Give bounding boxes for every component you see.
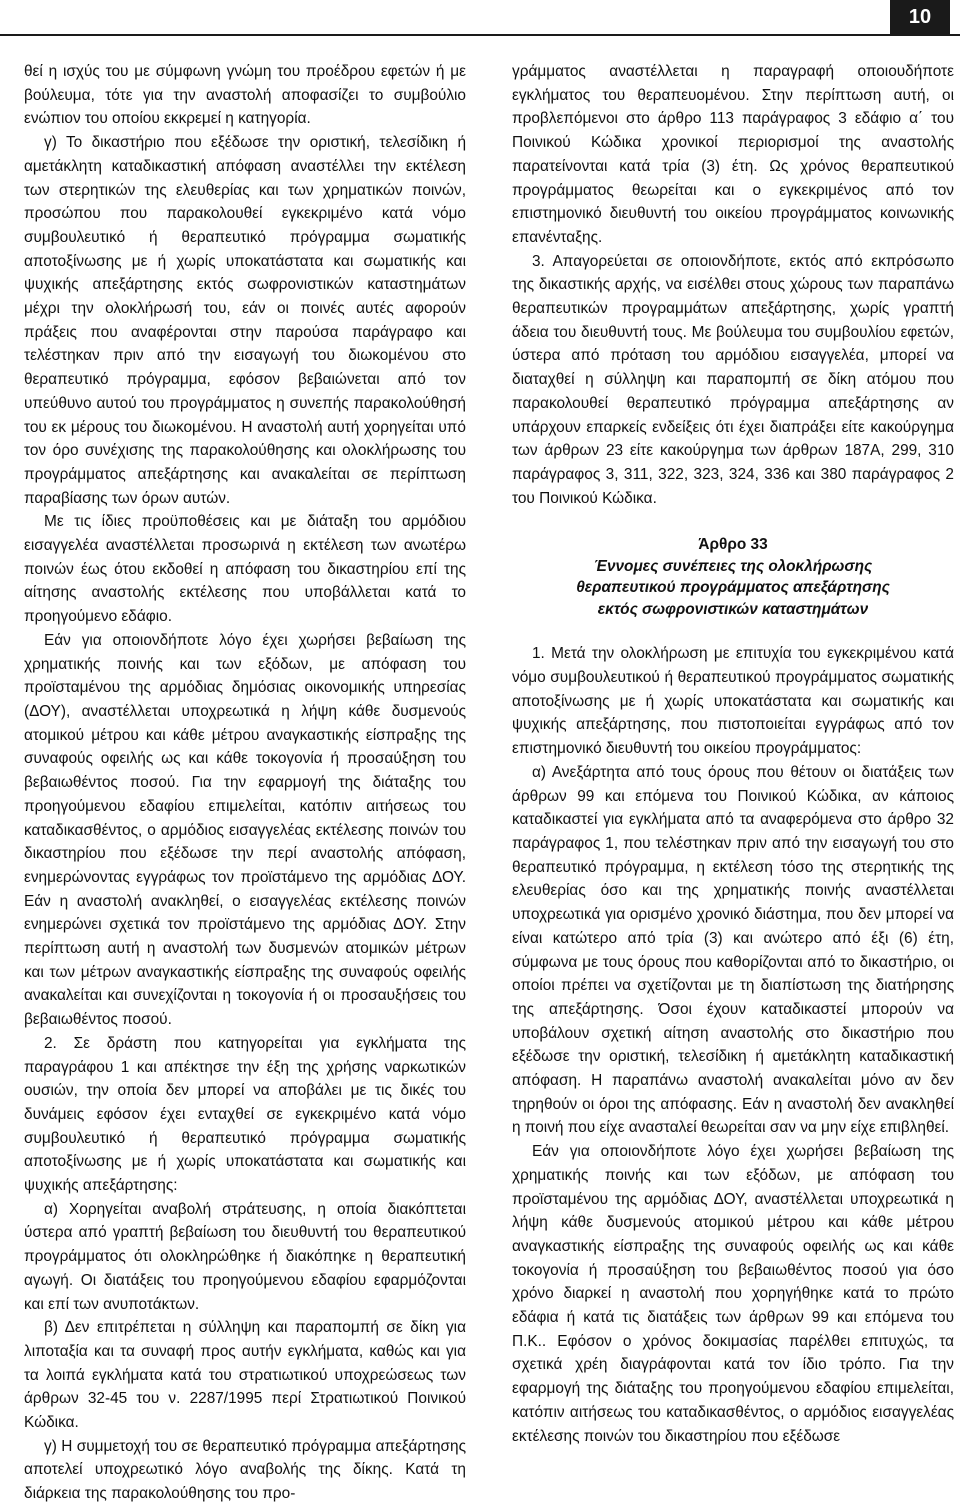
paragraph: Με τις ίδιες προϋποθέσεις και με διάταξη του αρμόδιου εισαγγελέα αναστέλλεται προσωρινά η εκτέλεση των ανωτέρω ποινών έως ότου εκδοθεί η απόφαση του δικαστηρίου επί της αίτησης αναστολής εκτέλεσης που υποβάλλεται κατά το προηγούμενο εδάφιο. xyxy=(24,513,466,626)
right-column xyxy=(512,60,954,1448)
article-subtitle-line: θεραπευτικού προγράμματος απεξάρτησης xyxy=(576,579,890,597)
paragraph: γράμματος αναστέλλεται η παραγραφή οποιουδήποτε εγκλήματος του θεραπευομένου. Στην περίπτωση αυτή, οι προβλεπόμενοι στο άρθρο 113 παράγραφος 3 εδάφιο α΄ του Ποινικού Κώδικα χρονικοί περιορισμοί της αναστολής παρατείνονται κατά τρία (3) έτη. Ως χρόνος θεραπευτικού προγράμματος θεωρείται και ο εγκεκριμένος από τον επιστημονικό διευθυντή του οικείου προγράμματος κοινωνικής επανένταξης. xyxy=(512,63,954,246)
article-heading xyxy=(512,534,954,620)
article-subtitle-line: Έννομες συνέπειες της ολοκλήρωσης xyxy=(593,557,873,575)
paragraph: Εάν για οποιονδήποτε λόγο έχει χωρήσει βεβαίωση της χρηματικής ποινής και των εξόδων, με απόφαση του προϊσταμένου της αρμόδιας ΔΟΥ, αναστέλλεται υποχρεωτικά η λήψη κάθε δυσμενούς ατομικού μέτρου και κάθε μέτρου αναγκαστικής είσπραξης της συναφούς οφειλής ως και κάθε τοκογονία ή προσαύξηση του βεβαιωθέντος ποσού για όσο χρόνο διαρκεί η αναστολή που χορηγήθηκε κατά το πρώτο εδάφια ή κατά τις διατάξεις των άρθρων 99 και επόμενα του Π.Κ.. Εφόσον ο χρόνος δοκιμασίας παρέλθει επιτυχώς, τα σχετικά χρέη διαγράφονται κατά τον ίδιο τρόπο. Για την εφαρμογή της διάταξης του προηγούμενου εδαφίου επιμελείται, κατόπιν αιτήσεως του καταδικασθέντος, ο αρμόδιος εισαγγελέας εκτέλεσης ποινών του δικαστηρίου που εξέδωσε xyxy=(512,1143,954,1445)
paragraph: 1. Μετά την ολοκλήρωση με επιτυχία του εγκεκριμένου κατά νόμο συμβουλευτικού ή θεραπευτικού προγράμματος σωματικής αποτοξίνωσης με ή χωρίς υποκατάστατα και σωματικής και ψυχικής απεξάρτησης, που πιστοποιείται εγγράφως από τον επιστημονικό διευθυντή του οικείου προγράμματος: xyxy=(512,645,954,758)
paragraph: α) Χορηγείται αναβολή στράτευσης, η οποία διακόπτεται ύστερα από γραπτή βεβαίωση του διευθυντή του θεραπευτικού προγράμματος ότι ολοκληρώθηκε ή διακόπηκε η θεραπευτική αγωγή. Οι διατάξεις του προηγούμενου εδαφίου εφαρμόζονται και επί των ανυποτάκτων. xyxy=(24,1200,466,1313)
paragraph: θεί η ισχύς του με σύμφωνη γνώμη του προέδρου εφετών ή με βούλευμα, τότε για την αναστολή αποφασίζει το συμβούλιο ενώπιον του οποίου εκκρεμεί η κατηγορία. xyxy=(24,63,466,128)
article-title: Άρθρο 33 xyxy=(698,536,768,554)
left-column xyxy=(24,60,466,1506)
paragraph: 3. Απαγορεύεται σε οποιονδήποτε, εκτός από εκπρόσωπο της δικαστικής αρχής, να εισέλθει στους χώρους των παραπάνω θεραπευτικών προγραμμάτων απεξάρτησης, χωρίς γραπτή άδεια του διευθυντή τους. Με βούλευμα του συμβουλίου εφετών, ύστερα από πρόταση του αρμόδιου εισαγγελέα, μπορεί να διαταχθεί η σύλληψη και παραπομπή σε δίκη ατόμου που παρακολουθεί θεραπευτικό πρόγραμμα απεξάρτησης αν υπάρχουν επαρκείς ενδείξεις ότι έχει διαπράξει είτε κακούργημα των άρθρων 23 είτε κακούργημα των άρθρων 187Α, 299, 310 παράγραφος 3, 311, 322, 323, 324, 336 και 380 παράγραφος 2 του Ποινικού Κώδικα. xyxy=(512,252,954,507)
paragraph: 2. Σε δράστη που κατηγορείται για εγκλήματα της παραγράφου 1 και απέκτησε την έξη της χρήσης ναρκωτικών ουσιών, την οποία δεν μπορεί να αποβάλει με τις δικές του δυνάμεις εφόσον έχει ενταχθεί σε εγκεκριμένο κατά νόμο συμβουλευτικό ή θεραπευτικό πρόγραμμα σωματικής αποτοξίνωσης με ή χωρίς υποκατάστατα και σωματικής και ψυχικής απεξάρτησης: xyxy=(24,1034,466,1195)
article-subtitle-line: εκτός σωφρονιστικών καταστημάτων xyxy=(597,600,869,618)
paragraph: γ) Το δικαστήριο που εξέδωσε την οριστική, τελεσίδικη ή αμετάκλητη καταδικαστική απόφαση αναστέλλει την εκτέλεση των στερητικών της ελευθερίας και των χρηματικών ποινών, προσώπου που παρακολουθεί εγκεκριμένο κατά νόμο συμβουλευτικό ή θεραπευτικό πρόγραμμα σωματικής αποτοξίνωσης με ή χωρίς υποκατάστατα και σωματικής και ψυχικής απεξάρτησης εκτός σωφρονιστικών καταστημάτων μέχρι την ολοκλήρωσή του, εάν οι ποινές αυτές αφορούν πράξεις που αναφέρονται στην παρούσα παράγραφο και τελέστηκαν πριν από την εισαγωγή του διωκομένου στο θεραπευτικό πρόγραμμα, εφόσον βεβαιώνεται από τον υπεύθυνο αυτού του προγράμματος η συνεπής παρακολούθησή του εκ μέρους του διωκομένου. Η αναστολή αυτή χορηγείται υπό τον όρο συνέχισης της παρακολούθησης και ολοκλήρωσης του προγράμματος απεξάρτησης και ανακαλείται σε περίπτωση παραβίασης των όρων αυτών. xyxy=(24,134,466,507)
header-rule xyxy=(0,34,960,36)
paragraph: γ) Η συμμετοχή του σε θεραπευτικό πρόγραμμα απεξάρτησης αποτελεί υποχρεωτικό λόγο αναβολής της δίκης. Κατά τη διάρκεια της παρακολούθησης του προ- xyxy=(24,1437,466,1503)
paragraph: Εάν για οποιονδήποτε λόγο έχει χωρήσει βεβαίωση της χρηματικής ποινής και των εξόδων, με απόφαση του προϊσταμένου της αρμόδιας δημόσιας οικονομικής υπηρεσίας (ΔΟΥ), αναστέλλεται υποχρεωτικά η λήψη κάθε δυσμενούς ατομικού μέτρου και κάθε μέτρου αναγκαστικής είσπραξης της συναφούς οφειλής ως και κάθε τοκογονία ή προσαύξηση του βεβαιωθέντος ποσού. Για την εφαρμογή της διάταξης του προηγούμενου εδαφίου επιμελείται, κατόπιν αιτήσεως του καταδικασθέντος, ο αρμόδιος εισαγγελέας εκτέλεσης ποινών του δικαστηρίου που εξέδωσε την περί αναστολής απόφαση, ενημερώνοντας εγγράφως τον προϊστάμενο της αρμόδιας ΔΟΥ. Εάν η αναστολή ανακληθεί, ο εισαγγελέας εκτέλεσης ποινών ενημερώνει σχετικά τον προϊστάμενο της αρμόδιας ΔΟΥ. Στην περίπτωση αυτή η αναστολή των δυσμενών ατομικών μέτρων και των μέτρων αναγκαστικής είσπραξης της συναφούς οφειλής ανακαλείται και συνεχίζονται η τοκογονία ή οι προσαυξήσεις του βεβαιωθέντος ποσού. xyxy=(24,631,466,1029)
paragraph: α) Ανεξάρτητα από τους όρους που θέτουν οι διατάξεις των άρθρων 99 και επόμενα του Ποινικού Κώδικα, αν κάποιος καταδικαστεί για εγκλήματα από τα αναφερόμενα στο άρθρο 32 παράγραφος 1, που τελέστηκαν πριν από την εισαγωγή του στο θεραπευτικό πρόγραμμα, η εκτέλεση τόσο της στερητικής της ελευθερίας όσο και της χρηματικής ποινής αναστέλλεται υποχρεωτικά για ορισμένο χρονικό διάστημα, που δεν μπορεί να είναι κατώτερο από τρία (3) και ανώτερο από έξι (6) έτη, σύμφωνα με τους όρους που καθορίζονται από το δικαστήριο, οι οποίοι πρέπει να σχετίζονται με τη διαπίστωση της διατήρησης της απεξάρτησης. Όσοι έχουν καταδικαστεί μπορούν να υποβάλουν σχετική αίτηση αναστολής στο δικαστήριο που εξέδωσε την οριστική, τελεσίδικη ή αμετάκλητη καταδικαστική απόφαση. Η παραπάνω αναστολή ανακαλείται μόνο αν δεν τηρηθούν οι όροι της απόφασης. Εάν η αναστολή δεν ανακληθεί η ποινή που είχε ανασταλεί θεωρείται σαν να μην είχε επιβληθεί. xyxy=(512,763,954,1137)
page-number: 10 xyxy=(890,0,950,34)
paragraph: β) Δεν επιτρέπεται η σύλληψη και παραπομπή σε δίκη για λιποταξία και τα συναφή προς αυτήν εγκλήματα, καθώς και για τα λοιπά εγκλήματα κατά του στρατιωτικού υποχρεώσεως των άρθρων 32-45 του ν. 2287/1995 περί Στρατιωτικού Ποινικού Κώδικα. xyxy=(24,1319,466,1432)
page-header xyxy=(0,0,960,40)
